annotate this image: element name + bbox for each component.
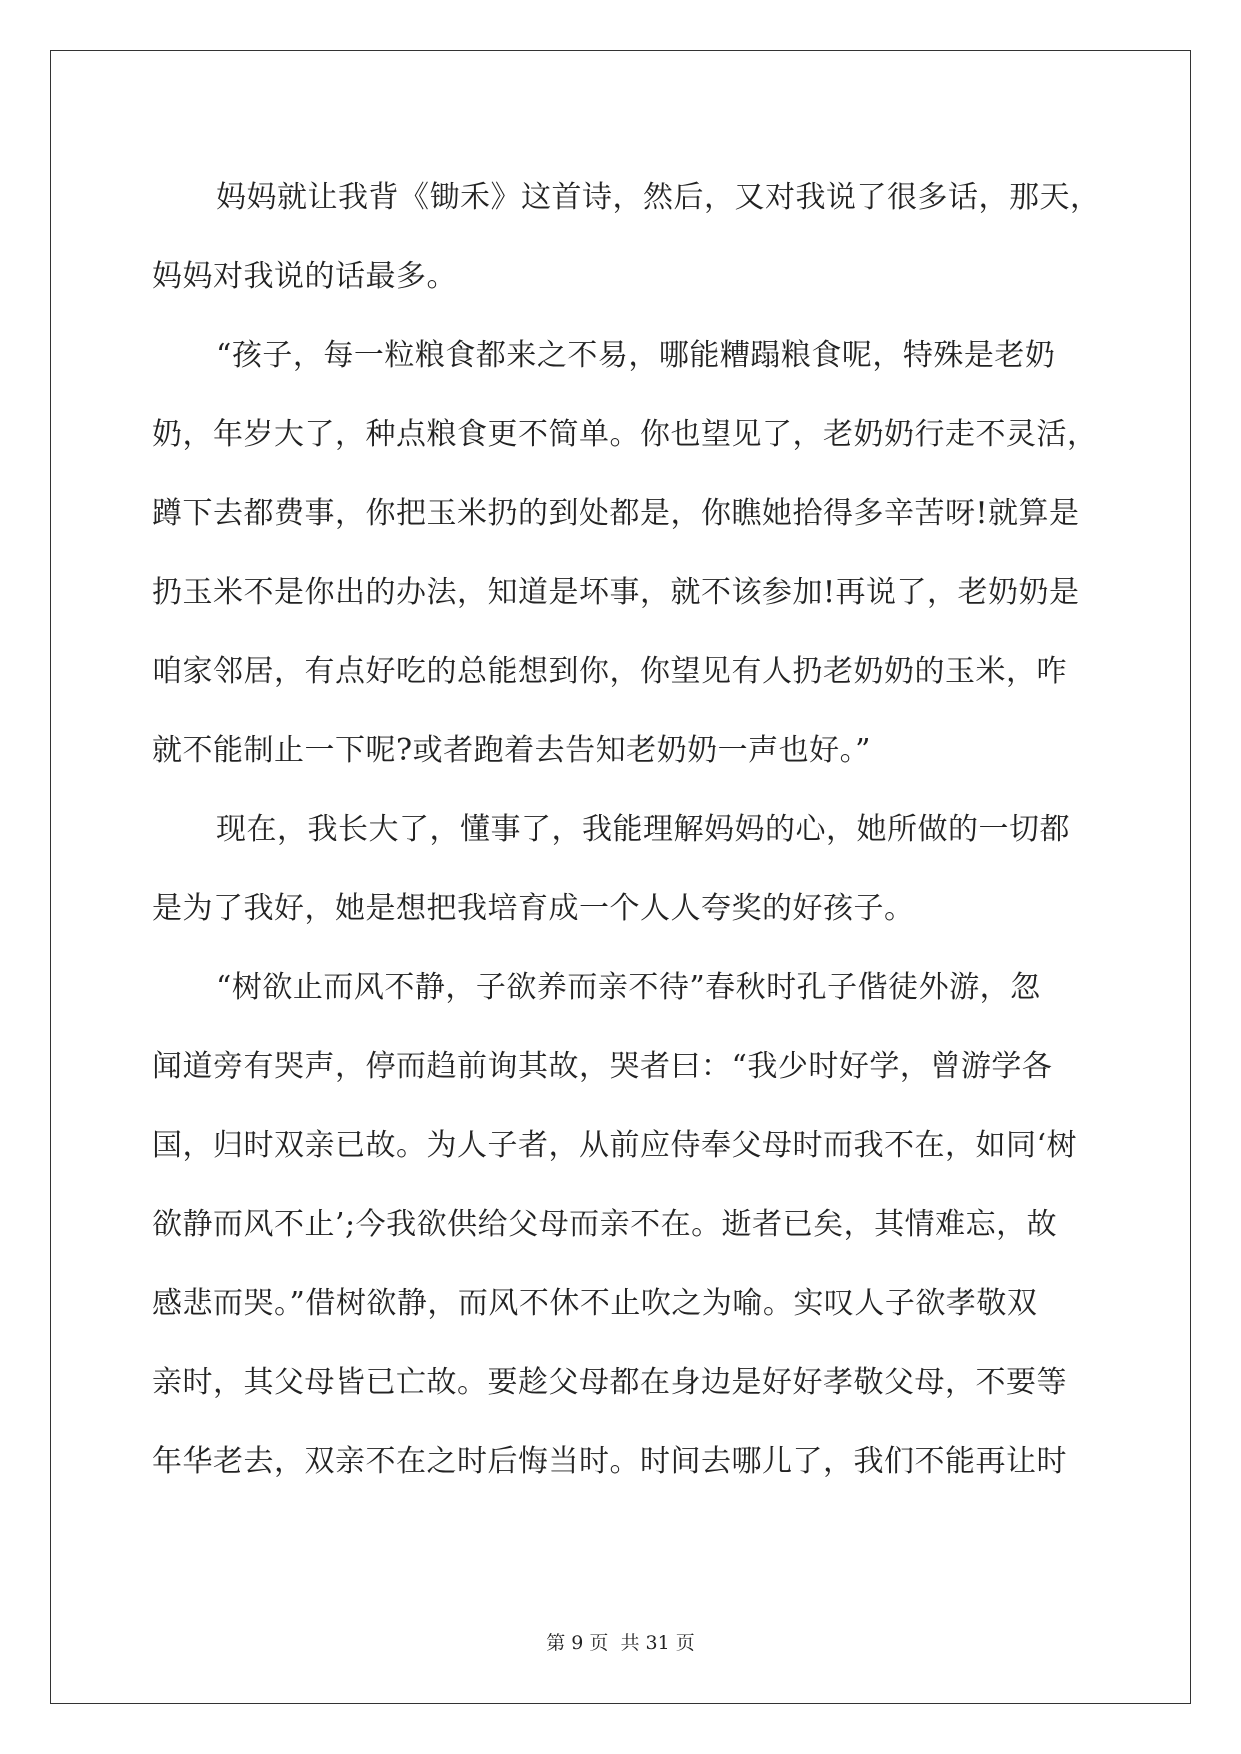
paragraph [152, 158, 1101, 316]
text-line: 闻道旁有哭声，停而趋前询其故，哭者曰：“我少时好学，曾游学各 [152, 1049, 1053, 1084]
text-line: 蹲下去都费事，你把玉米扔的到处都是，你瞧她拾得多辛苦呀!就算是 [152, 496, 1080, 531]
current-page-number: 第 9 页 [546, 1632, 609, 1654]
paragraph [152, 790, 1092, 948]
page-footer [0, 1628, 1241, 1655]
text-line: “树欲止而风不静，子欲养而亲不待”春秋时孔子偕徒外游，忽 [216, 970, 1041, 1005]
text-line: 妈妈就让我背《锄禾》这首诗，然后，又对我说了很多话，那天， [216, 180, 1101, 215]
text-line: 国，归时双亲已故。为人子者，从前应侍奉父母时而我不在，如同‘树 [152, 1128, 1078, 1163]
text-line: 妈妈对我说的话最多。 [152, 259, 457, 294]
text-line: 就不能制止一下呢?或者跑着去告知老奶奶一声也好。” [152, 733, 871, 768]
text-line: 奶，年岁大了，种点粮食更不简单。你也望见了，老奶奶行走不灵活， [152, 417, 1098, 452]
text-line: “孩子，每一粒粮食都来之不易，哪能糟蹋粮食呢，特殊是老奶 [216, 338, 1056, 373]
paragraph [152, 316, 1098, 790]
text-line: 年华老去，双亲不在之时后悔当时。时间去哪儿了，我们不能再让时 [152, 1444, 1067, 1479]
text-line: 现在，我长大了，懂事了，我能理解妈妈的心，她所做的一切都 [216, 812, 1070, 847]
total-pages: 共 31 页 [620, 1632, 695, 1654]
document-body [152, 158, 1101, 1501]
text-line: 扔玉米不是你出的办法，知道是坏事，就不该参加!再说了，老奶奶是 [152, 575, 1080, 610]
text-line: 是为了我好，她是想把我培育成一个人人夸奖的好孩子。 [152, 891, 915, 926]
text-line: 感悲而哭。”借树欲静，而风不休不止吹之为喻。实叹人子欲孝敬双 [152, 1286, 1038, 1321]
text-line: 咱家邻居，有点好吃的总能想到你，你望见有人扔老奶奶的玉米，咋 [152, 654, 1067, 689]
text-line: 欲静而风不止’;今我欲供给父母而亲不在。逝者已矣，其情难忘，故 [152, 1207, 1058, 1242]
paragraph [152, 948, 1092, 1501]
text-line: 亲时，其父母皆已亡故。要趁父母都在身边是好好孝敬父母，不要等 [152, 1365, 1067, 1400]
